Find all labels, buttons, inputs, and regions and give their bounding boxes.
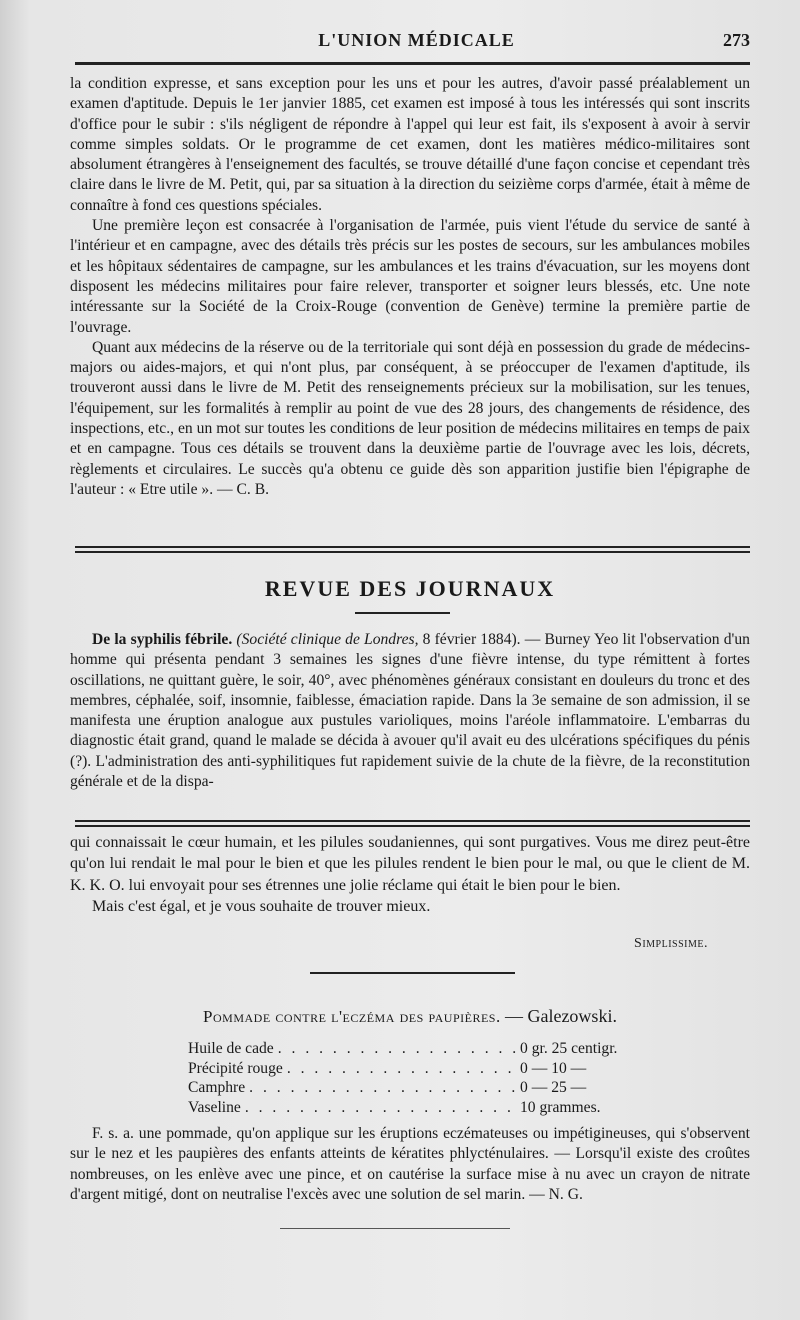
leader-dots [287,1060,516,1078]
letter-text [70,832,750,918]
header-rule [75,62,750,65]
ingredient-quantity: 0 gr. 25 centigr. [520,1040,618,1057]
paragraph: la condition expresse, et sans exception pour les uns et pour les autres, d'avoir passé préalablement un examen d'aptitude. Depuis le 1er janvier 1885, cet examen est imposé à tous les intéressés qui sont inscrits d'office pour le subir : s'ils négligent de répondre à l'appel qui leur est fait, ils s'exposent à avoir à servir comme simples soldats. Or le programme de cet examen, dont les matières médico-militaires sont absolument étrangères à l'enseignement des facultés, se trouve détaillé d'une façon concise et cependant très claire dans le livre de M. Petit, qui, par sa situation à la direction du seizième corps d'armée, était à même de connaître à fond ces questions spéciales. [70,75,750,214]
book-review-text [70,74,750,500]
ingredient-quantity: 0 — 10 — [520,1059,587,1077]
recipe-author: — Galezowski. [504,1006,617,1026]
leader-dots [249,1079,516,1097]
ingredient-quantity: 0 — 25 — [520,1079,587,1096]
recipe-heading [70,1006,750,1027]
leader-dots [278,1040,516,1058]
ingredient-list [188,1040,648,1118]
section-title: REVUE DES JOURNAUX [264,576,556,601]
recipe-title: Pommade contre l'eczéma des paupières. [203,1007,501,1026]
journal-article [70,630,750,792]
ingredient-row [188,1099,648,1119]
ingredient-row [188,1060,648,1080]
paragraph: Quant aux médecins de la réserve ou de la territoriale qui sont déjà en possession du grade de médecins-majors ou aides-majors, et qui n'ont plus, par conséquent, à se préoccuper de l'examen d'aptitude, ils trouveront aussi dans le livre de M. Petit des renseignements précieux sur la mobilisation, sur les tenues, l'équipement, sur les formalités à remplir au point de vue des 28 jours, des changements de résidence, des inspections, etc., en un mot sur toutes les conditions de leur position de médecins militaires en temps de paix et en campagne. Tous ces détails se trouvent dans la deuxième partie de l'ouvrage avec les lois, décrets, règlements et circulaires. Le succès qu'a obtenu ce guide dès son apparition justifie bien l'épigraphe de l'auteur : « Etre utile ». — C. B. [70,338,750,498]
running-title: L'UNION MÉDICALE [318,30,515,50]
article-source: (Société clinique de Londres, [236,631,419,648]
leader-dots [245,1099,516,1117]
feuilleton-divider [75,820,750,830]
closing-line: Mais c'est égal, et je vous souhaite de trouver mieux. [92,898,431,916]
paragraph: qui connaissait le cœur humain, et les pilules soudaniennes, qui sont purgatives. Vous me direz peut-être qu'on lui rendait le mal pour le bien et que les pilules rendent le bien pour le mal, ou que le client de M. K. K. O. lui envoyait pour ses étrennes une jolie réclame qui était le bien pour le bien. [70,834,750,894]
ingredient-name: Huile de cade [188,1040,274,1057]
ingredient-name: Précipité rouge [188,1059,283,1077]
ingredient-name: Camphre [188,1079,246,1096]
page-header [70,30,750,51]
recipe-instructions [70,1124,750,1205]
section-divider [75,546,750,556]
article-date: 8 février 1884). [422,631,521,648]
page-end-rule [280,1228,510,1229]
ingredient-row [188,1040,648,1060]
signature: Simplissime. [634,936,708,951]
article-title: De la syphilis fébrile. [92,631,233,648]
paragraph: F. s. a. une pommade, qu'on applique sur les éruptions eczémateuses ou impétigineuses, qui s'observent sur le nez et les paupières des enfants atteints de kératites phlycténulaires. — Lorsqu'il existe des croûtes nombreuses, on les enlève avec une pince, et on cautérise la surface mise à nu avec un crayon de nitrate d'argent mitigé, dont on neutralise l'excès avec une solution de sel marin. — N. G. [70,1125,750,1203]
ingredient-quantity: 10 grammes. [520,1098,601,1116]
page-number: 273 [723,30,750,50]
ingredient-row [188,1079,648,1099]
paragraph: Une première leçon est consacrée à l'organisation de l'armée, puis vient l'étude du service de santé à l'intérieur et en campagne, avec des détails très précis sur les postes de secours, sur les ambulances mobiles et les hôpitaux sédentaires de campagne, sur les ambulances et les trains d'évacuation, sur les moyens dont disposent les médecins militaires pour faire relever, transporter et soigner leurs blessés, etc. Une note intéressante sur la Société de la Croix-Rouge (convention de Genève) termine la première partie de l'ouvrage. [70,217,750,336]
article-body: — Burney Yeo lit l'observation d'un homme qui présenta pendant 3 semaines les signes d'une fièvre intense, du type rémittent à fortes oscillations, ne quittant guère, le soir, 40°, avec phénomènes généraux consistant en douleurs du tronc et des membres, céphalée, soif, insomnie, faiblesse, émaciation rapide. Dans la 3e semaine de son admission, il se manifesta une éruption analogue aux pustules varioliques, moins l'aréole inflammatoire. L'embarras du diagnostic était grand, quand le malade se décida à avouer qu'il avait eu des ulcérations spécifiques du pénis (?). L'administration des anti-syphilitiques fut rapidement suivie de la chute de la fièvre, de la reconstitution générale et de la dispa- [70,631,750,791]
short-divider [310,972,515,974]
ingredient-name: Vaseline [188,1098,241,1116]
title-underline [355,612,450,614]
